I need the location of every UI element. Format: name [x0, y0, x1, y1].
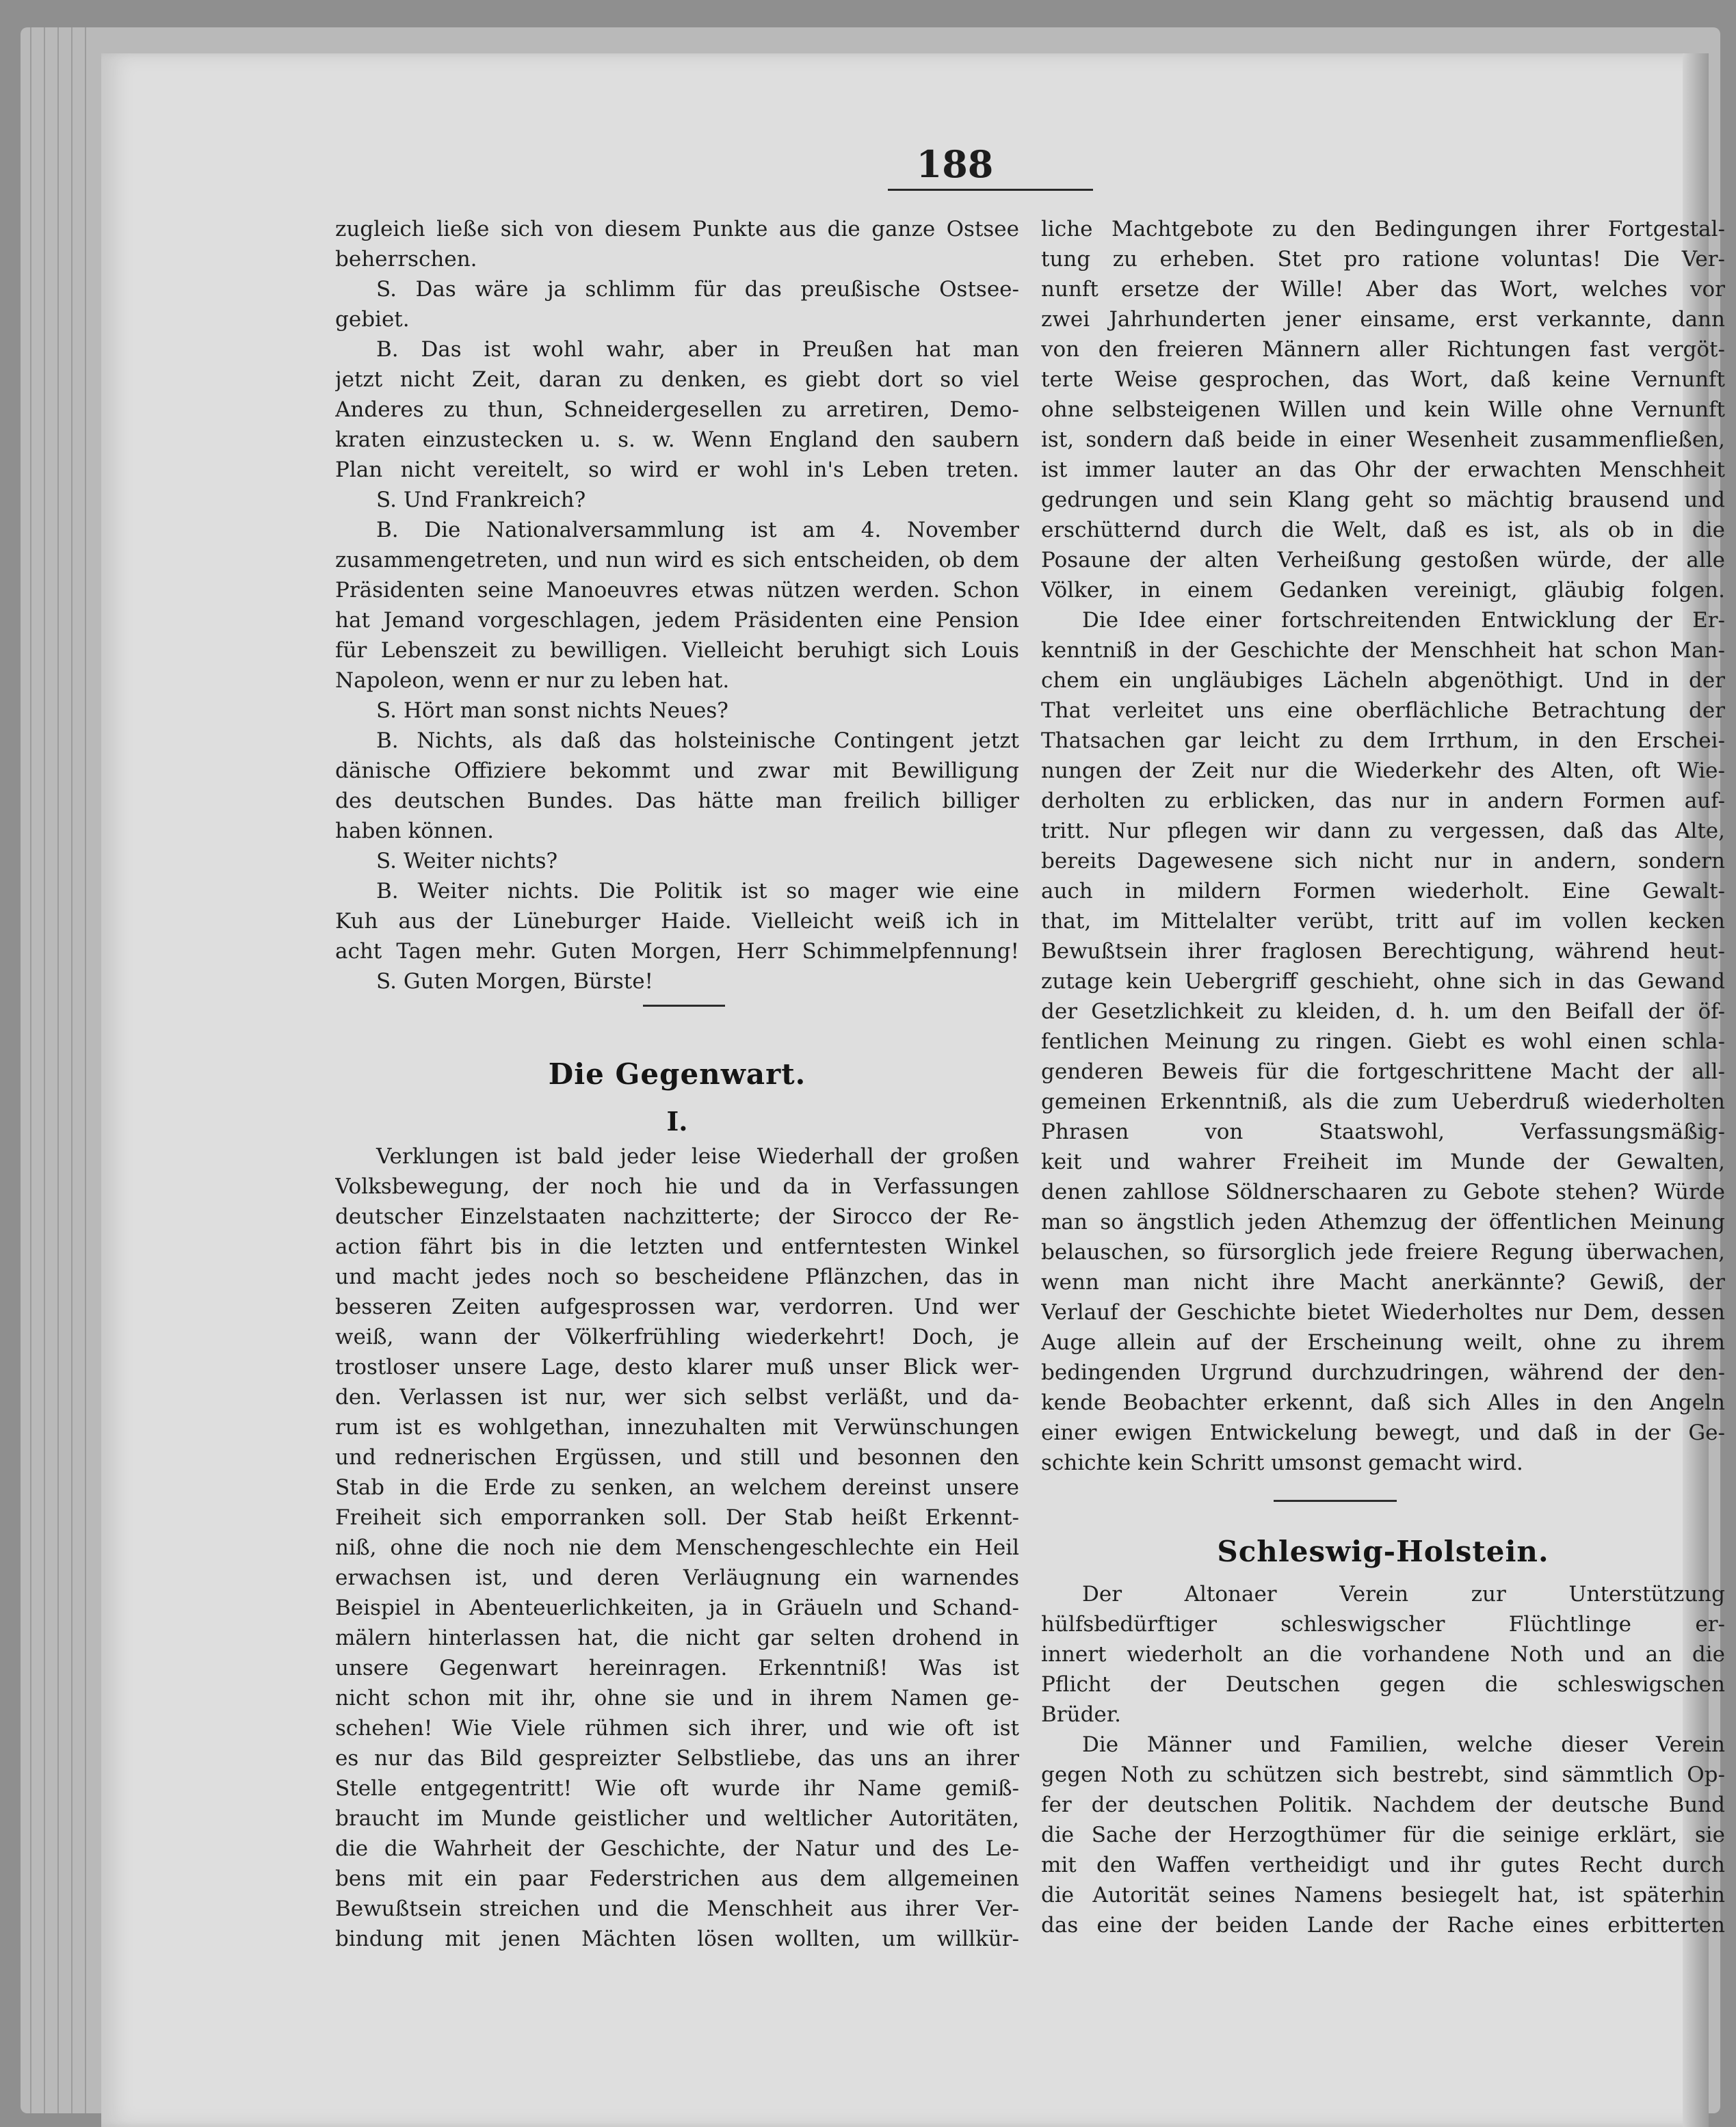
text-line: ist immer lauter an das Ohr der erwachten Menschheit [1041, 458, 1725, 482]
article-title: Schleswig-Holstein. [1217, 1535, 1549, 1568]
text-line: den. Verlassen ist nur, wer sich selbst verläßt, und da- [335, 1385, 1019, 1410]
text-line: Bewußtsein streichen und die Menschheit aus ihrer Ver- [335, 1897, 1019, 1921]
text-line: tung zu erheben. Stet pro ratione voluntas! Die Ver- [1041, 247, 1725, 272]
text-line: besseren Zeiten aufgesprossen war, verdorren. Und wer [335, 1295, 1019, 1319]
text-line: Pflicht der Deutschen gegen die schleswigschen [1041, 1672, 1725, 1697]
text-line: zutage kein Uebergriff geschieht, ohne sich in das Gewand [1041, 969, 1725, 994]
text-line: Stab in die Erde zu senken, an welchem dereinst unsere [335, 1475, 1019, 1500]
text-line: belauschen, so fürsorglich jede freiere Regung überwachen, [1041, 1240, 1725, 1265]
text-line: Verklungen ist bald jeder leise Wiederhall der großen [376, 1144, 1019, 1169]
text-line: von den freieren Männern aller Richtungen fast vergöt- [1041, 337, 1725, 362]
page-edge [85, 27, 86, 2113]
text-line: B. Die Nationalversammlung ist am 4. November [376, 518, 1019, 542]
text-line: braucht im Munde geistlicher und weltlicher Autoritäten, [335, 1806, 1019, 1831]
text-line: kende Beobachter erkennt, daß sich Alles in den Angeln [1041, 1390, 1725, 1415]
spacer [335, 1016, 1019, 1047]
text-line: zwei Jahrhunderten jener einsame, erst verkannte, dann [1041, 307, 1725, 332]
text-line: Brüder. [1041, 1702, 1122, 1727]
text-line: that, im Mittelalter verübt, tritt auf im vollen kecken [1041, 909, 1725, 934]
text-line: hat Jemand vorgeschlagen, jedem Präsidenten eine Pension [335, 608, 1019, 633]
text-line: rum ist es wohlgethan, innezuhalten mit Verwünschungen [335, 1415, 1019, 1440]
text-line: S. Hört man sonst nichts Neues? [376, 698, 728, 723]
text-line: chem ein ungläubiges Lächeln abgenöthigt. Und in der [1041, 668, 1725, 693]
text-line: es nur das Bild gespreizter Selbstliebe, das uns an ihrer [335, 1746, 1019, 1771]
left-column [335, 214, 1019, 1954]
text-line: Bewußtsein ihrer fraglosen Berechtigung, während heut- [1041, 939, 1725, 964]
text-line: terte Weise gesprochen, das Wort, daß keine Vernunft [1041, 367, 1725, 392]
text-line: hülfsbedürftiger schleswigscher Flüchtlinge er- [1041, 1612, 1725, 1637]
text-line: Phrasen von Staatswohl, Verfassungsmäßig- [1041, 1120, 1725, 1144]
text-line: acht Tagen mehr. Guten Morgen, Herr Schimmelpfennung! [335, 939, 1019, 964]
spacer [1041, 1478, 1725, 1492]
text-line: das eine der beiden Lande der Rache eines erbitterten [1041, 1913, 1725, 1938]
text-line: unsere Gegenwart hereinragen. Erkenntniß! Was ist [335, 1656, 1019, 1680]
text-line: fer der deutschen Politik. Nachdem der deutsche Bund [1041, 1793, 1725, 1817]
text-line: einer ewigen Entwickelung bewegt, und daß in der Ge- [1041, 1421, 1725, 1445]
text-line: der Gesetzlichkeit zu kleiden, d. h. um den Beifall der öf- [1041, 999, 1725, 1024]
text-line: bens mit ein paar Federstrichen aus dem allgemeinen [335, 1866, 1019, 1891]
text-line: ohne selbsteigenen Willen und kein Wille ohne Vernunft [1041, 397, 1725, 422]
text-line: die Sache der Herzogthümer für die seinige erklärt, sie [1041, 1823, 1725, 1847]
document-page [101, 53, 1725, 2127]
text-line: bindung mit jenen Mächten lösen wollten, um willkür- [335, 1927, 1019, 1951]
text-line: Die Männer und Familien, welche dieser Verein [1082, 1732, 1725, 1757]
text-line: kraten einzustecken u. s. w. Wenn England den saubern [335, 427, 1019, 452]
spacer [1041, 1511, 1725, 1524]
text-line: tritt. Nur pflegen wir dann zu vergessen, daß das Alte, [1041, 819, 1725, 843]
text-line: gedrungen und sein Klang geht so mächtig brausend und [1041, 488, 1725, 512]
text-line: gebiet. [335, 307, 410, 332]
text-line: Napoleon, wenn er nur zu leben hat. [335, 668, 730, 693]
text-line: Thatsachen gar leicht zu dem Irrthum, in den Erschei- [1041, 728, 1725, 753]
section-separator [1041, 1492, 1725, 1511]
text-line: action fährt bis in die letzten und entferntesten Winkel [335, 1234, 1019, 1259]
text-line: man so ängstlich jeden Athemzug der öffentlichen Meinung [1041, 1210, 1725, 1234]
text-line: für Lebenszeit zu bewilligen. Vielleicht beruhigt sich Louis [335, 638, 1019, 663]
text-line: zusammengetreten, und nun wird es sich entscheiden, ob dem [335, 548, 1019, 572]
text-line: denen zahllose Söldnerschaaren zu Gebote stehen? Würde [1041, 1180, 1725, 1204]
text-line: und rednerischen Ergüssen, und still und besonnen den [335, 1445, 1019, 1470]
page-edge [57, 27, 59, 2113]
text-line: weiß, wann der Völkerfrühling wiederkehrt! Doch, je [335, 1325, 1019, 1349]
text-line: Anderes zu thun, Schneidergesellen zu arretiren, Demo- [335, 397, 1019, 422]
article-title: Die Gegenwart. [548, 1057, 806, 1091]
text-line: B. Nichts, als daß das holsteinische Contingent jetzt [376, 728, 1019, 753]
text-line: die Autorität seines Namens besiegelt hat, ist späterhin [1041, 1883, 1725, 1907]
text-line: wenn man nicht ihre Macht anerkännte? Gewiß, der [1041, 1270, 1725, 1295]
article-section-number: I. [666, 1106, 688, 1137]
text-line: erwachsen ist, und deren Verläugnung ein warnendes [335, 1565, 1019, 1590]
book [21, 27, 1725, 2113]
text-line: mälern hinterlassen hat, die nicht gar selten drohend in [335, 1626, 1019, 1650]
text-line: innert wiederholt an die vorhandene Noth und an die [1041, 1642, 1725, 1667]
text-line: jetzt nicht Zeit, daran zu denken, es giebt dort so viel [335, 367, 1019, 392]
text-line: Präsidenten seine Manoeuvres etwas nützen werden. Schon [335, 578, 1019, 603]
text-line: Völker, in einem Gedanken vereinigt, gläubig folgen. [1041, 578, 1725, 603]
text-line: zugleich ließe sich von diesem Punkte aus die ganze Ostsee [335, 217, 1019, 241]
text-line: Auge allein auf der Erscheinung weilt, ohne zu ihrem [1041, 1330, 1725, 1355]
text-line: schehen! Wie Viele rühmen sich ihrer, und wie oft ist [335, 1716, 1019, 1741]
text-line: That verleitet uns eine oberflächliche Betrachtung der [1041, 698, 1725, 723]
text-line: Beispiel in Abenteuerlichkeiten, ja in Gräueln und Schand- [335, 1596, 1019, 1620]
text-line: nungen der Zeit nur die Wiederkehr des Alten, oft Wie- [1041, 758, 1725, 783]
text-line: keit und wahrer Freiheit im Munde der Gewalten, [1041, 1150, 1725, 1174]
text-line: Stelle entgegentritt! Wie oft wurde ihr Name gemiß- [335, 1776, 1019, 1801]
text-line: beherrschen. [335, 247, 477, 272]
text-line: S. Das wäre ja schlimm für das preußische Ostsee- [376, 277, 1019, 302]
text-line: B. Das ist wohl wahr, aber in Preußen hat man [376, 337, 1019, 362]
text-line: schichte kein Schritt umsonst gemacht wird. [1041, 1451, 1523, 1475]
text-line: ist, sondern daß beide in einer Wesenheit zusammenfließen, [1041, 427, 1725, 452]
text-line: erschütternd durch die Welt, daß es ist, als ob in die [1041, 518, 1725, 542]
text-line: kenntniß in der Geschichte der Menschheit hat schon Man- [1041, 638, 1725, 663]
text-line: liche Machtgebote zu den Bedingungen ihrer Fortgestal- [1041, 217, 1725, 241]
text-line: gegen Noth zu schützen sich bestrebt, sind sämmtlich Op- [1041, 1762, 1725, 1787]
text-line: Kuh aus der Lüneburger Haide. Vielleicht weiß ich in [335, 909, 1019, 934]
right-column [1041, 214, 1725, 1940]
page-edge [44, 27, 45, 2113]
text-line: Verlauf der Geschichte bietet Wiederholtes nur Dem, dessen [1041, 1300, 1725, 1325]
page-edge [30, 27, 31, 2113]
text-line: bereits Dagewesene sich nicht nur in andern, sondern [1041, 849, 1725, 873]
text-line: trostloser unsere Lage, desto klarer muß unser Blick wer- [335, 1355, 1019, 1379]
text-line: dänische Offiziere bekommt und zwar mit Bewilligung [335, 758, 1019, 783]
text-line: Volksbewegung, der noch hie und da in Verfassungen [335, 1174, 1019, 1199]
text-line: mit den Waffen vertheidigt und ihr gutes Recht durch [1041, 1853, 1725, 1877]
text-line: Die Idee einer fortschreitenden Entwicklung der Er- [1082, 608, 1725, 633]
text-line: S. Und Frankreich? [376, 488, 586, 512]
text-line: niß, ohne die noch nie dem Menschengeschlechte ein Heil [335, 1535, 1019, 1560]
text-line: genderen Beweis für die fortgeschrittene Macht der all- [1041, 1059, 1725, 1084]
text-line: die die Wahrheit der Geschichte, der Natur und des Le- [335, 1836, 1019, 1861]
text-line: nunft ersetze der Wille! Aber das Wort, welches vor [1041, 277, 1725, 302]
text-line: B. Weiter nichts. Die Politik ist so mager wie eine [376, 879, 1019, 903]
text-line: gemeinen Erkenntniß, als die zum Ueberdruß wiederholten [1041, 1089, 1725, 1114]
page-number: 188 [916, 142, 994, 186]
text-line: Freiheit sich emporranken soll. Der Stab heißt Erkennt- [335, 1505, 1019, 1530]
text-line: S. Weiter nichts? [376, 849, 558, 873]
text-line: Posaune der alten Verheißung gestoßen würde, der alle [1041, 548, 1725, 572]
text-line: fentlichen Meinung zu ringen. Giebt es wohl einen schla- [1041, 1029, 1725, 1054]
text-line: auch in mildern Formen wiederholt. Eine Gewalt- [1041, 879, 1725, 903]
text-line: nicht schon mit ihr, ohne sie und in ihrem Namen ge- [335, 1686, 1019, 1710]
text-line: des deutschen Bundes. Das hätte man freilich billiger [335, 789, 1019, 813]
text-line: S. Guten Morgen, Bürste! [376, 969, 654, 994]
text-line: Der Altonaer Verein zur Unterstützung [1082, 1582, 1725, 1607]
page-edge [71, 27, 73, 2113]
text-line: derholten zu erblicken, das nur in andern Formen auf- [1041, 789, 1725, 813]
section-separator [335, 996, 1019, 1016]
page-number-rule [888, 189, 1093, 191]
text-line: bedingenden Urgrund durchzudringen, während der den- [1041, 1360, 1725, 1385]
text-line: deutscher Einzelstaaten nachzitterte; der Sirocco der Re- [335, 1204, 1019, 1229]
text-line: Plan nicht vereitelt, so wird er wohl in's Leben treten. [335, 458, 1019, 482]
text-line: und macht jedes noch so bescheidene Pflänzchen, das in [335, 1265, 1019, 1289]
text-line: haben können. [335, 819, 495, 843]
